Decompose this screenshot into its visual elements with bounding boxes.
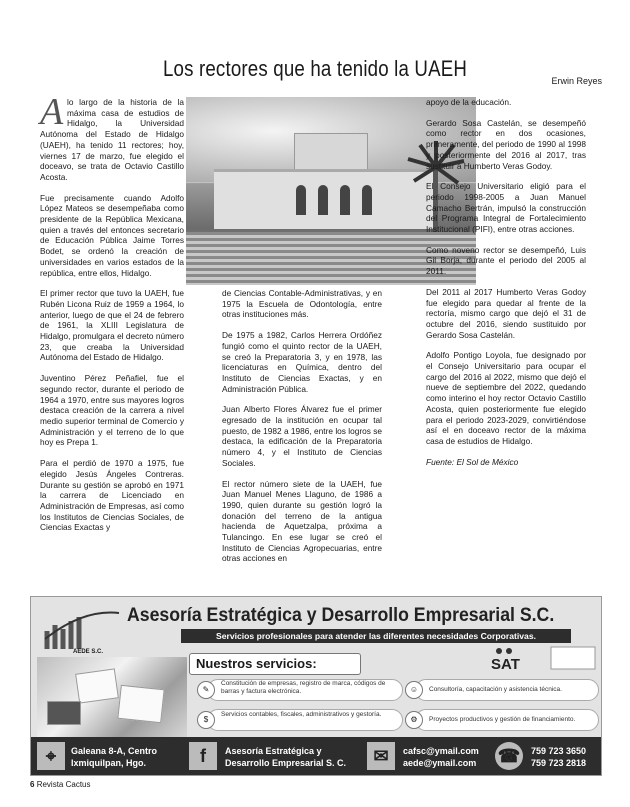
photo-window [318, 185, 328, 215]
paragraph: Del 2011 al 2017 Humberto Veras Godoy fue elegido para quedar al frente de la rectoría, mismo cargo que dejó el 31 de octubre del 2016, siendo sustituido por Gerardo Sosa Castelán. [426, 286, 586, 340]
paragraph: Juan Alberto Flores Álvarez fue el primer egresado de la institución en ocupar tal puesto, de 1982 a 1986, entre los logros se destaca, la edificación de la Preparatoria número 4, y el Instituto de Ciencias Sociales. [222, 404, 382, 468]
service-item: Constitución de empresas, registro de marca, códigos de barras y factura electrónica. [221, 680, 386, 695]
facebook-icon[interactable]: f [189, 742, 217, 770]
paragraph: El rector número siete de la UAEH, fue Juan Manuel Menes Llaguno, de 1986 a 1990, quien durante su gestión logró la donación del terreno de la antigua hacienda de Aquetzalpa, próxima a Tulancingo. En ese lugar se creó el Instituto de Ciencias Agropecuarias, entre otras acciones en [222, 478, 382, 564]
article-column-2 [222, 288, 382, 574]
laptop [47, 701, 81, 725]
location-icon: ⌖ [37, 742, 65, 770]
paragraph: Para el perdió de 1970 a 1975, fue elegido Jesús Ángeles Contreras. Durante su gestión se aprobó en 1971 la carrera de Licenciado en Administración de Empresas, así como los Institutos de Ciencias Sociales, de Ciencias Exactas y [40, 458, 184, 533]
service-item: Servicios contables, fiscales, administrativos y gestoría. [221, 711, 382, 718]
facebook-page[interactable]: Asesoría Estratégica y Desarrollo Empresarial S. C. [225, 746, 347, 768]
paragraph: Alo largo de la historia de la máxima casa de estudios de Hidalgo, la Universidad Autónoma del Estado de Hidalgo (UAEH), ha tenido 11 rectores; hoy, viernes 17 de marzo, fue elegido el doceavo, se trata de Octavio Castillo Acosta. [40, 91, 184, 182]
service-item: Proyectos productivos y gestión de financiamiento. [429, 716, 576, 723]
article-author: Erwin Reyes [551, 76, 602, 86]
service-item: Consultoría, capacitación y asistencia técnica. [429, 686, 562, 693]
article-column-1 [40, 91, 184, 543]
paragraph: de Ciencias Contable-Administrativas, y en 1975 la Escuela de Odontología, entre otras instituciones más. [222, 288, 382, 320]
paragraph: Adolfo Pontigo Loyola, fue designado por el Consejo Universitario para ocupar el cargo del 2016 al 2022, mismo que dejó el nueve de septiembre del 2022, quedando como interino el hoy rector Octavio Castillo Acosta, quien posteriormente fue elegido para el periodo 2023-2029, convirtiéndose así el en doceavo rector de la máxima casa de estudios de Hidalgo. [426, 350, 586, 446]
email-icon: ✉ [367, 742, 395, 770]
page-number: 6 [30, 780, 35, 789]
article-title: Los rectores que ha tenido la UAEH [162, 56, 468, 81]
paper-sheet [75, 668, 119, 703]
people-icon: ☺ [405, 681, 423, 699]
paragraph: Gerardo Sosa Castelán, se desempeñó como rector en dos ocasiones, primeramente, del periodo de 1990 al 1998 y posteriormente del 2016 al 2017, tras sustituir a Humberto Veras Godoy. [426, 117, 586, 171]
paragraph: El Consejo Universitario eligió para el periodo 1998-2005 a Juan Manuel Camacho Bertrán, impulsó la construcción del Programa Integral de Fortalecimiento Institucional (PIFI), entre otras acciones. [426, 181, 586, 235]
page-footer [30, 780, 90, 789]
advertisement [30, 596, 602, 776]
paper-sheet [117, 685, 164, 723]
photo-window [362, 185, 372, 215]
paragraph: apoyo de la educación. [426, 97, 512, 107]
article-column-3 [426, 97, 586, 477]
paragraph: Juventino Pérez Peñafiel, fue el segundo rector, durante el periodo de 1964 a 1970, entre sus mayores logros destaca creación de la carrera a nivel medio superior terminal de Comercio y Administración y el terreno de lo que hoy es Prepa 1. [40, 373, 184, 448]
email-addresses[interactable]: cafsc@ymail.com aede@ymail.com [403, 746, 479, 768]
sat-icon: $ [197, 711, 215, 729]
phone-icon: ☎ [495, 742, 523, 770]
phone-numbers[interactable]: 759 723 3650 759 723 2818 [531, 746, 587, 768]
paragraph: De 1975 a 1982, Carlos Herrera Ordóñez fungió como el quinto rector de la UAEH, se creó la Preparatoria 3, y en 1978, las licenciaturas en Química, dentro del Instituto de Ciencias Exactas, y en Administración Pública. [222, 330, 382, 394]
gear-icon: ⚙ [405, 711, 423, 729]
article-source: Fuente: El Sol de México [426, 456, 519, 467]
services-heading: Nuestros servicios: [189, 653, 361, 675]
photo-window [340, 185, 350, 215]
paragraph: Fue precisamente cuando Adolfo López Mateos se desempeñaba como presidente de la República Mexicana, quien a través del entonces secretario de Educación Pública Jaime Torres Bodet, se ordenó la creación de universidades en varios estados de la república, entre ellos, Hidalgo. [40, 192, 184, 278]
svg-text:SAT: SAT [491, 656, 520, 671]
ad-subtitle: Servicios profesionales para atender las diferentes necesidades Corporativas. [181, 629, 571, 643]
paragraph: El primer rector que tuvo la UAEH, fue Rubén Licona Ruiz de 1959 a 1964, lo anterior, luego de que el 24 de febrero de 1961, la XLIII Legislatura de Hidalgo, promulgara el decreto número 23, que creaba la Universidad Autónoma del Estado de Hidalgo. [40, 288, 184, 363]
publication-name: Revista Cactus [36, 780, 91, 789]
address: Galeana 8-A, Centro Ixmiquilpan, Hgo. [71, 746, 158, 768]
briefcase-icon: ✎ [197, 681, 215, 699]
photo-window [296, 185, 306, 215]
ad-contact-bar [31, 737, 601, 775]
office-photo [37, 657, 187, 739]
ad-title: Asesoría Estratégica y Desarrollo Empresarial S.C. [127, 605, 555, 626]
photo-tower [294, 133, 368, 173]
paragraph: Como noveno rector se desempeñó, Luis Gil Borja, durante el periodo del 2005 al 2011. [426, 244, 586, 277]
logo-text: AEDE S.C. [73, 649, 104, 655]
drop-cap: A [40, 91, 64, 133]
sat-logo-icon [491, 645, 597, 671]
